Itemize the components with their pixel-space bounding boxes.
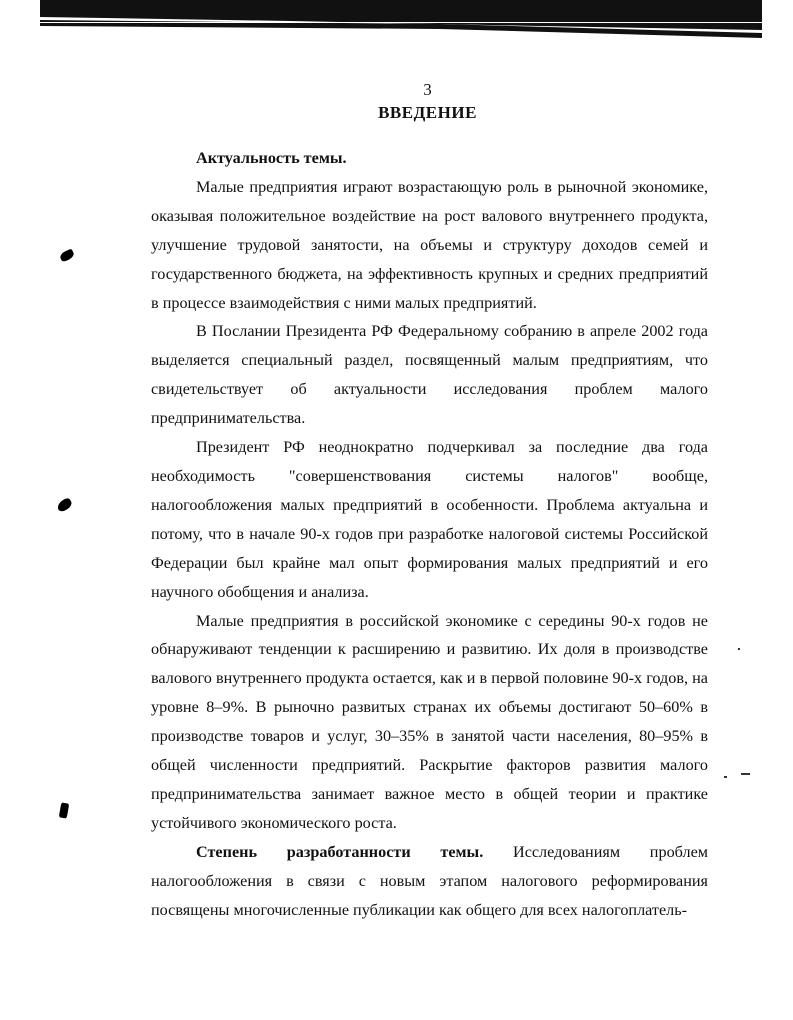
page-number: 3 bbox=[423, 80, 432, 99]
paragraph-tax-system: Президент РФ неоднократно подчеркивал за последние два года необходимость "совершенствования системы налогов" вообще, налогообложения малых предприятий в особенности. Проблема актуальна и потому, что в начале 90-х годов при разработке налоговой системы Российской Федерации был крайне мал опыт формирования малых предприятий и его научного обобщения и анализа. bbox=[151, 438, 708, 601]
paragraph-president-address: В Послании Президента РФ Федеральному собранию в апреле 2002 года выделяется специальный раздел, посвященный малым предприятиям, что свидетельствует об актуальности исследования проблем малого предпринимательства. bbox=[151, 322, 708, 428]
scan-speck-1 bbox=[741, 773, 750, 775]
scan-mark-2 bbox=[56, 497, 74, 513]
paragraph-development-text: Исследованиям проблем налогообложения в связи с новым этапом налогового реформирования посвящены многочисленные публикации как общего для всех налогоплатель- bbox=[151, 842, 708, 919]
section-heading-development: Степень разработанности темы. bbox=[196, 842, 484, 861]
scan-mark-1 bbox=[59, 248, 75, 262]
section-heading-relevance: Актуальность темы. bbox=[196, 149, 347, 167]
scan-mark-3 bbox=[59, 802, 69, 818]
scan-speck-3 bbox=[738, 648, 740, 650]
paragraph-development-degree bbox=[151, 838, 708, 925]
scan-edge-artifact bbox=[40, 0, 762, 40]
paragraph-small-business-role: Малые предприятия играют возрастающую роль в рыночной экономике, оказывая положительное воздействие на рост валового внутреннего продукта, улучшение трудовой занятости, на объемы и структуру доходов семей и государственного бюджета, на эффективность крупных и средних предприятий в процессе взаимодействия с ними малых предприятий. bbox=[151, 177, 708, 312]
document-body bbox=[151, 144, 708, 924]
paragraph-economic-share: Малые предприятия в российской экономике с середины 90-х годов не обнаруживают тенденции к расширению и развитию. Их доля в производстве валового внутреннего продукта остается, как и в первой половине 90-х годов, на уровне 8–9%. В рыночно развитых странах их объемы достигают 50–60% в производстве товаров и услуг, 30–35% в занятой части населения, 80–95% в общей численности предприятий. Раскрытие факторов развития малого предпринимательства занимает важное место в общей теории и практике устойчивого экономического роста. bbox=[151, 611, 708, 832]
scan-speck-2 bbox=[724, 776, 727, 778]
page-title: ВВЕДЕНИЕ bbox=[378, 103, 477, 122]
